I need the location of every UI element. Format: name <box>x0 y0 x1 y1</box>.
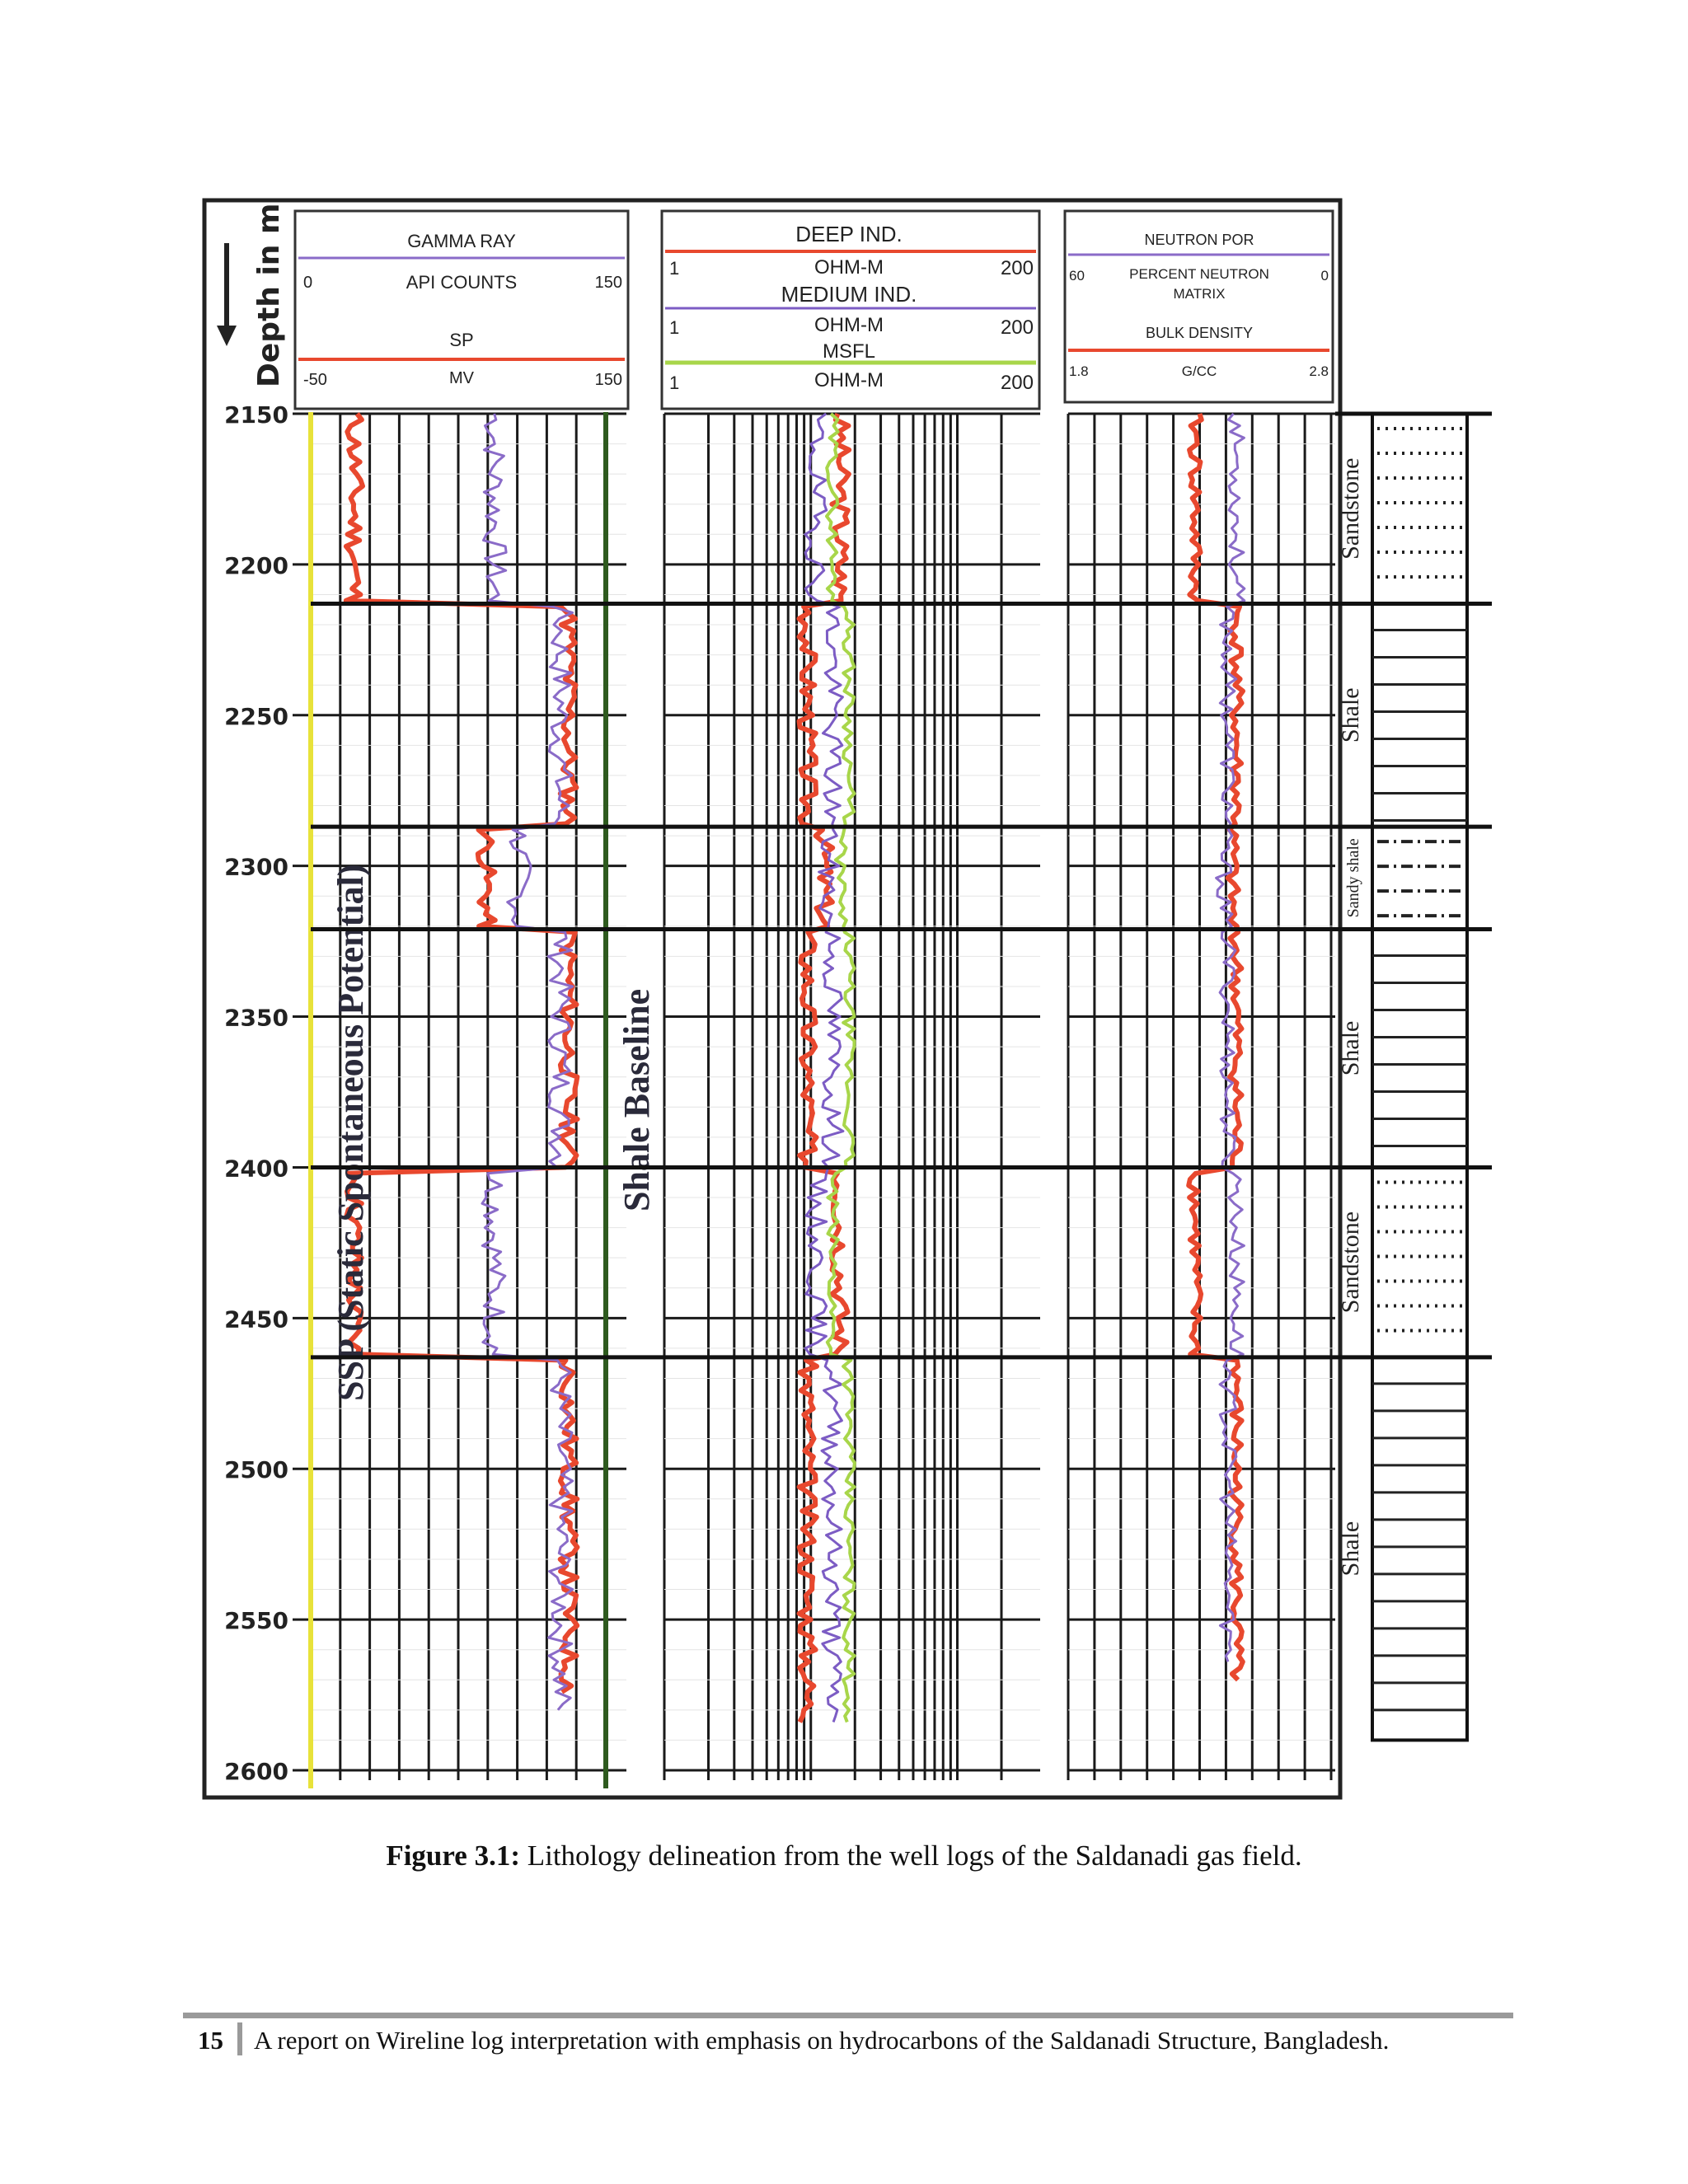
lithology-label: Shale <box>1337 687 1364 743</box>
neutron-min: 60 <box>1069 268 1085 284</box>
figure-caption <box>0 1840 1688 1872</box>
medium-name: MEDIUM IND. <box>781 282 917 307</box>
lithology-label: Shale <box>1337 1521 1364 1577</box>
depth-tick-label: 2300 <box>224 853 288 881</box>
medium-unit: OHM-M <box>814 314 884 336</box>
lithology-label: Sandstone <box>1337 1212 1364 1314</box>
caption-label: Figure 3.1: <box>386 1840 520 1872</box>
footer-separator <box>237 2022 242 2055</box>
neutron-max: 0 <box>1320 268 1329 284</box>
density-name: BULK DENSITY <box>1145 325 1254 341</box>
ssp-label: SSP (Static Spontaneous Potential) <box>331 864 371 1401</box>
sp-name: SP <box>449 330 474 350</box>
deep-min: 1 <box>669 258 680 279</box>
neutron-name: NEUTRON POR <box>1144 232 1254 248</box>
density-unit: G/CC <box>1181 363 1217 379</box>
deep-name: DEEP IND. <box>795 222 903 246</box>
density-min: 1.8 <box>1069 363 1089 379</box>
sp-max: 150 <box>594 371 622 389</box>
gamma-max: 150 <box>594 274 622 292</box>
lithology-label: Sandstone <box>1337 457 1364 560</box>
depth-arrow-icon <box>217 326 237 346</box>
depth-tick-label: 2350 <box>224 1004 288 1032</box>
depth-tick-label: 2550 <box>224 1607 288 1635</box>
neutron-unit2: MATRIX <box>1173 286 1226 302</box>
depth-tick-label: 2200 <box>224 551 288 579</box>
deep-resistivity-curve <box>799 414 850 1722</box>
footer-text: A report on Wireline log interpretation with emphasis on hydrocarbons of the Saldanadi Structure, Bangladesh. <box>254 2026 1390 2055</box>
footer-rule <box>183 2013 1513 2018</box>
lithology-label: Shale <box>1337 1020 1364 1076</box>
lithology-column-frame <box>1372 414 1467 1740</box>
caption-text: Lithology delineation from the well logs of the Saldanadi gas field. <box>519 1840 1302 1872</box>
deep-unit: OHM-M <box>814 256 884 279</box>
depth-tick-label: 2500 <box>224 1456 288 1484</box>
depth-tick-label: 2400 <box>224 1155 288 1183</box>
page-footer <box>183 2021 1513 2057</box>
msfl-unit: OHM-M <box>814 369 884 391</box>
depth-tick-label: 2150 <box>224 401 288 429</box>
gamma-name: GAMMA RAY <box>407 231 516 251</box>
sp-min: -50 <box>303 371 327 389</box>
depth-label: Depth in m <box>252 203 286 387</box>
lithology-label: Sandy shale <box>1344 838 1362 918</box>
medium-max: 200 <box>1000 316 1034 339</box>
msfl-name: MSFL <box>822 340 876 363</box>
depth-tick-label: 2600 <box>224 1758 288 1785</box>
density-max: 2.8 <box>1309 363 1329 379</box>
depth-tick-label: 2250 <box>224 702 288 730</box>
depth-tick-label: 2450 <box>224 1305 288 1333</box>
msfl-min: 1 <box>669 373 680 393</box>
shale-baseline-label: Shale Baseline <box>617 988 657 1212</box>
deep-max: 200 <box>1000 257 1034 279</box>
sp-unit: MV <box>449 369 474 387</box>
gamma-min: 0 <box>303 274 313 292</box>
medium-min: 1 <box>669 317 680 338</box>
figure-frame <box>204 200 1340 1797</box>
curve-layer <box>346 414 1245 1722</box>
msfl-max: 200 <box>1000 372 1034 394</box>
gamma-unit: API COUNTS <box>406 272 518 293</box>
neutron-unit: PERCENT NEUTRON <box>1129 266 1269 282</box>
page-number: 15 <box>198 2026 223 2055</box>
depth-ticks <box>224 401 312 1785</box>
